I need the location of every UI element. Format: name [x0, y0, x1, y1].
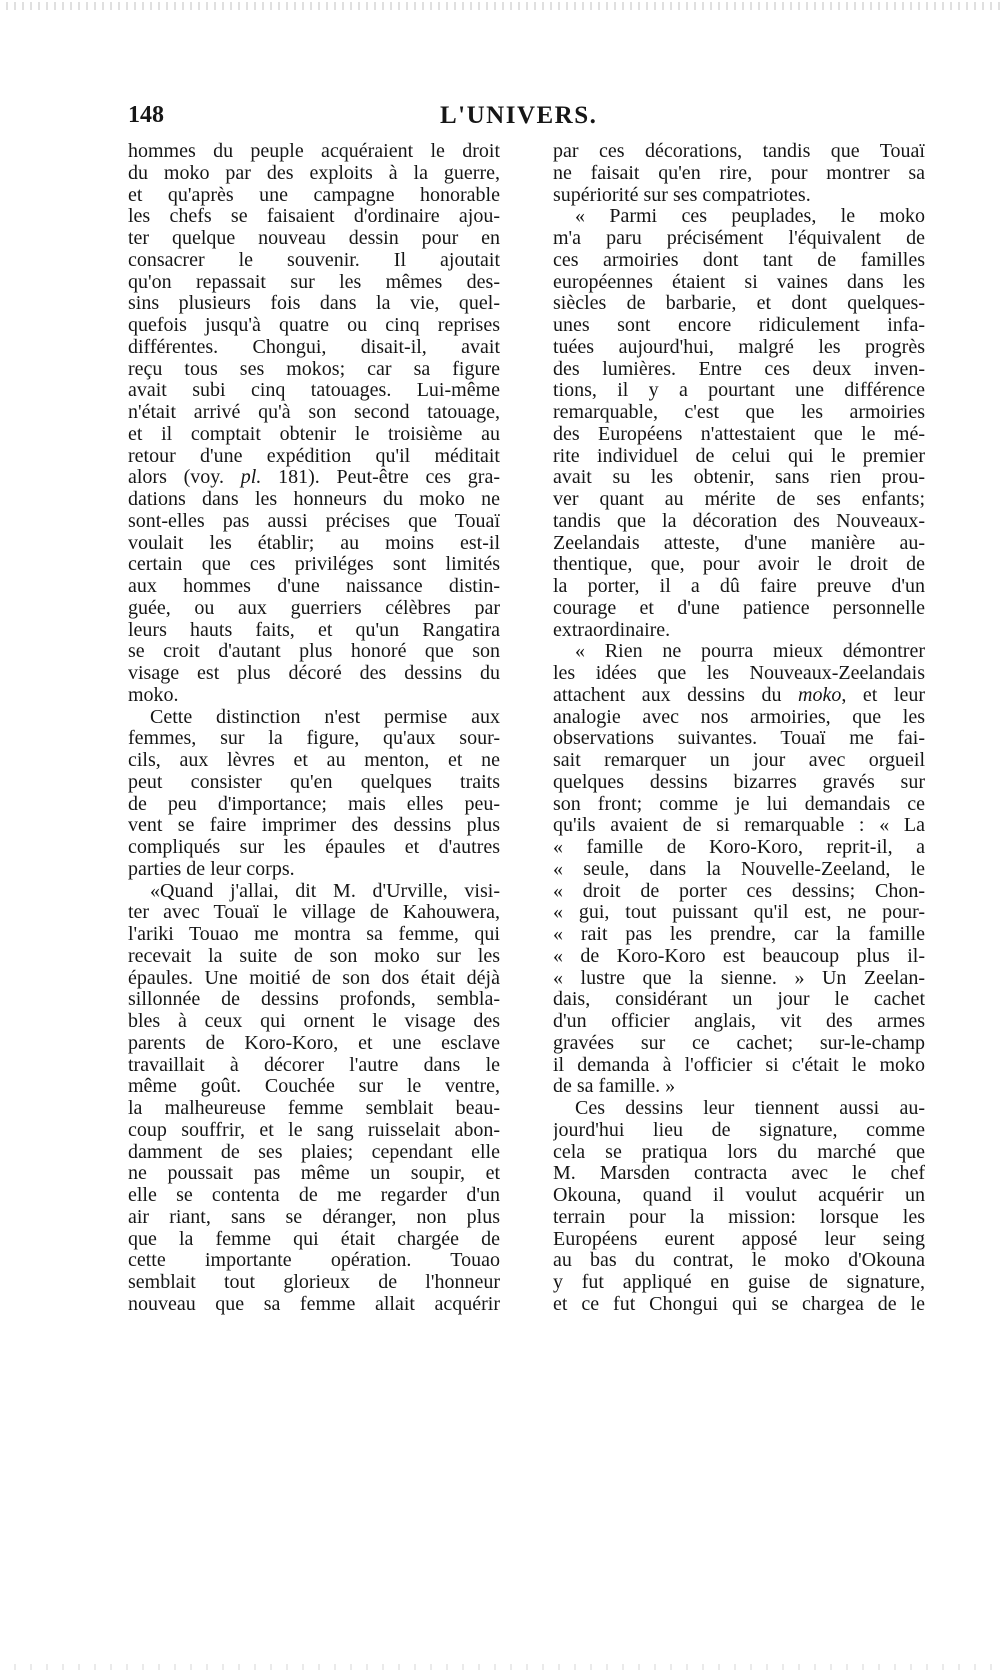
text-line: « gui, tout puissant qu'il est, ne pour- [553, 902, 925, 924]
text-line: qu'on repassait sur les mêmes des- [128, 271, 500, 293]
text-line: la porter, il a dû faire preuve d'un [553, 576, 925, 597]
text-line: cette importante opération. Touao [128, 1250, 500, 1272]
text-line: ver quant au mérite de ses enfants; [553, 489, 925, 510]
text-line: femmes, sur la figure, qu'aux sour- [128, 728, 500, 750]
text-line: tions, il y a pourtant une différence [553, 380, 925, 402]
text-line: reçu tous ses mokos; car sa figure [128, 358, 500, 380]
text-line: extraordinaire. [553, 619, 671, 641]
text-line: Zeelandais atteste, d'une manière au- [553, 532, 925, 554]
text-line: « Rien ne pourra mieux démontrer [575, 641, 925, 663]
text-line: des Européens n'attestaient que le mé- [553, 423, 925, 445]
text-line: consacrer le souvenir. Il ajoutait [128, 249, 500, 271]
text-line: peut consister qu'en quelques traits [128, 771, 500, 793]
text-run: , et leur [841, 684, 925, 706]
italic-term: moko [798, 684, 842, 706]
text-line: Okouna, quand il voulut acquérir un [553, 1185, 925, 1206]
text-line: même goût. Couchée sur le ventre, [128, 1076, 500, 1098]
text-line: Européens eurent apposé leur seing [553, 1228, 925, 1250]
text-line: quelques dessins bizarres gravés sur [553, 771, 925, 793]
text-line: de sa famille. » [553, 1076, 676, 1098]
text-line: épaules. Une moitié de son dos était déjà [128, 967, 500, 989]
text-line: analogie avec nos armoiries, que les [553, 706, 925, 728]
text-line: il demanda à l'officier si c'était le moko [553, 1054, 925, 1076]
text-line: semblait tout glorieux de l'honneur [128, 1272, 500, 1293]
text-line: compliqués sur les épaules et d'autres [128, 837, 500, 858]
journal-title: L'UNIVERS. [440, 102, 598, 129]
text-line: bles à ceux qui ornent le visage des [128, 1011, 500, 1032]
text-line: y fut appliqué en guise de signature, [553, 1272, 925, 1293]
text-line: et qu'après une campagne honorable [128, 184, 500, 206]
text-line: d'un officier anglais, vit des armes [553, 1011, 925, 1032]
text-line: « rait pas les prendre, car la famille [553, 924, 925, 945]
text-line: du moko par des exploits à la guerre, [128, 162, 500, 184]
text-line: et ce fut Chongui qui se chargea de le [553, 1293, 925, 1315]
text-line: son front; comme je lui demandais ce [553, 793, 925, 815]
text-line: jourd'hui lieu de signature, comme [553, 1119, 925, 1141]
text-line: ter quelque nouveau dessin pour en [128, 228, 500, 249]
text-line: cela se pratiqua lors du marché que [553, 1141, 925, 1163]
text-line: et il comptait obtenir le troisième au [128, 423, 500, 445]
text-line: parties de leur corps. [128, 858, 295, 880]
text-line: sont-elles pas aussi précises que Touaï [128, 510, 500, 532]
text-line: « famille de Koro-Koro, reprit-il, a [553, 837, 925, 858]
text-line: la malheureuse femme semblait beau- [128, 1098, 500, 1119]
text-line: leurs hauts faits, et qu'un Rangatira [128, 619, 500, 641]
text-line: moko. [128, 684, 179, 706]
text-line: hommes du peuple acquéraient le droit [128, 141, 500, 162]
text-line: différentes. Chongui, disait-il, avait [128, 336, 500, 358]
text-line: qu'ils avaient de si remarquable : « La [553, 815, 925, 837]
text-line: terrain pour la mission: lorsque les [553, 1206, 925, 1228]
text-line: M. Marsden contracta avec le chef [553, 1163, 925, 1185]
text-line: dations dans les honneurs du moko ne [128, 489, 500, 510]
text-line: «Quand j'allai, dit M. d'Urville, visi- [150, 880, 500, 902]
text-line: coup souffrir, et le sang ruisselait abon- [128, 1119, 500, 1141]
text-line: aux hommes d'une naissance distin- [128, 576, 500, 597]
scan-edge-top [0, 2, 1000, 10]
text-line: « Parmi ces peuplades, le moko [575, 206, 925, 228]
text-line [553, 685, 925, 707]
text-line: observations suivantes. Touaï me fai- [553, 728, 925, 750]
text-line: retour d'une expédition qu'il méditait [128, 445, 500, 467]
text-line: recevait la suite de son moko sur les [128, 945, 500, 967]
text-line: Ces dessins leur tiennent aussi au- [575, 1098, 925, 1119]
text-line: des lumières. Entre ces deux inven- [553, 358, 925, 380]
text-line: m'a paru précisément l'équivalent de [553, 228, 925, 249]
text-line: gravées sur ce cachet; sur-le-champ [553, 1032, 925, 1054]
text-line: les idées que les Nouveaux-Zeelandais [553, 663, 925, 684]
text-line: sins plusieurs fois dans la vie, quel- [128, 293, 500, 315]
text-line: unes sont encore ridiculement infa- [553, 315, 925, 336]
text-line: tuées aujourd'hui, malgré les progrès [553, 336, 925, 358]
text-line: thentique, que, pour avoir le droit de [553, 554, 925, 576]
text-line: au bas du contrat, le moko d'Okouna [553, 1250, 925, 1272]
text-line: certain que ces priviléges sont limités [128, 554, 500, 576]
text-line: elle se contenta de me regarder d'un [128, 1185, 500, 1206]
text-line: tandis que la décoration des Nouveaux- [553, 510, 925, 532]
text-line: « de Koro-Koro est beaucoup plus il- [553, 945, 925, 967]
text-line: dais, considérant un jour le cachet [553, 989, 925, 1011]
text-run: attachent aux dessins du [553, 684, 799, 706]
text-line: sillonnée de dessins profonds, sembla- [128, 989, 500, 1011]
text-line: parents de Koro-Koro, et une esclave [128, 1032, 500, 1054]
text-line: ter avec Touaï le village de Kahouwera, [128, 902, 500, 924]
text-line: courage et d'une patience personnelle [553, 597, 925, 619]
text-line: damment de ses plaies; cependant elle [128, 1141, 500, 1163]
text-line: ne faisait qu'en rire, pour montrer sa [553, 162, 925, 184]
right-column [553, 141, 925, 1316]
text-line: supériorité sur ses compatriotes. [553, 184, 811, 206]
text-line: n'était arrivé qu'à son second tatouage, [128, 402, 500, 423]
text-line: siècles de barbarie, et dont quelques- [553, 293, 925, 315]
text-line: air riant, sans se déranger, non plus [128, 1206, 500, 1228]
text-line: nouveau que sa femme allait acquérir [128, 1293, 500, 1315]
text-line: cils, aux lèvres et au menton, et ne [128, 750, 500, 771]
left-column [128, 141, 500, 1316]
text-line: que la femme qui était chargée de [128, 1228, 500, 1250]
text-line: sait remarquer un jour avec orgueil [553, 750, 925, 771]
scan-edge-bottom [0, 1664, 1000, 1670]
text-line: de peu d'importance; mais elles peu- [128, 793, 500, 815]
text-line: ne poussait pas même un soupir, et [128, 1163, 500, 1185]
text-line: par ces décorations, tandis que Touaï [553, 141, 925, 162]
text-line: alors (voy. pl. 181). Peut-être ces gra- [128, 467, 500, 489]
italic-abbrev: pl. [240, 467, 262, 489]
text-line: quefois jusqu'à quatre ou cinq reprises [128, 315, 500, 336]
text-line: travaillait à décorer l'autre dans le [128, 1054, 500, 1076]
text-line: rite individuel de celui qui le premier [553, 445, 925, 467]
text-line: remarquable, c'est que les armoiries [553, 402, 925, 423]
text-line: se croit d'autant plus honoré que son [128, 641, 500, 663]
text-line: avait su les obtenir, sans rien prou- [553, 467, 925, 489]
text-line: l'ariki Touao me montra sa femme, qui [128, 924, 500, 945]
text-line: européennes étaient si vaines dans les [553, 271, 925, 293]
text-line: avait subi cinq tatouages. Lui-même [128, 380, 500, 402]
running-head [128, 102, 928, 132]
text-line: « droit de porter ces dessins; Chon- [553, 880, 925, 902]
text-line: les chefs se faisaient d'ordinaire ajou- [128, 206, 500, 228]
text-line: ces armoiries dont tant de familles [553, 249, 925, 271]
text-line: Cette distinction n'est permise aux [150, 706, 500, 728]
text-line: « lustre que la sienne. » Un Zeelan- [553, 967, 925, 989]
text-line: vent se faire imprimer des dessins plus [128, 815, 500, 837]
text-line: voulait les établir; au moins est-il [128, 532, 500, 554]
text-line: guée, ou aux guerriers célèbres par [128, 597, 500, 619]
page-number: 148 [128, 102, 164, 128]
text-line: visage est plus décoré des dessins du [128, 663, 500, 684]
text-line: « seule, dans la Nouvelle-Zeeland, le [553, 858, 925, 880]
